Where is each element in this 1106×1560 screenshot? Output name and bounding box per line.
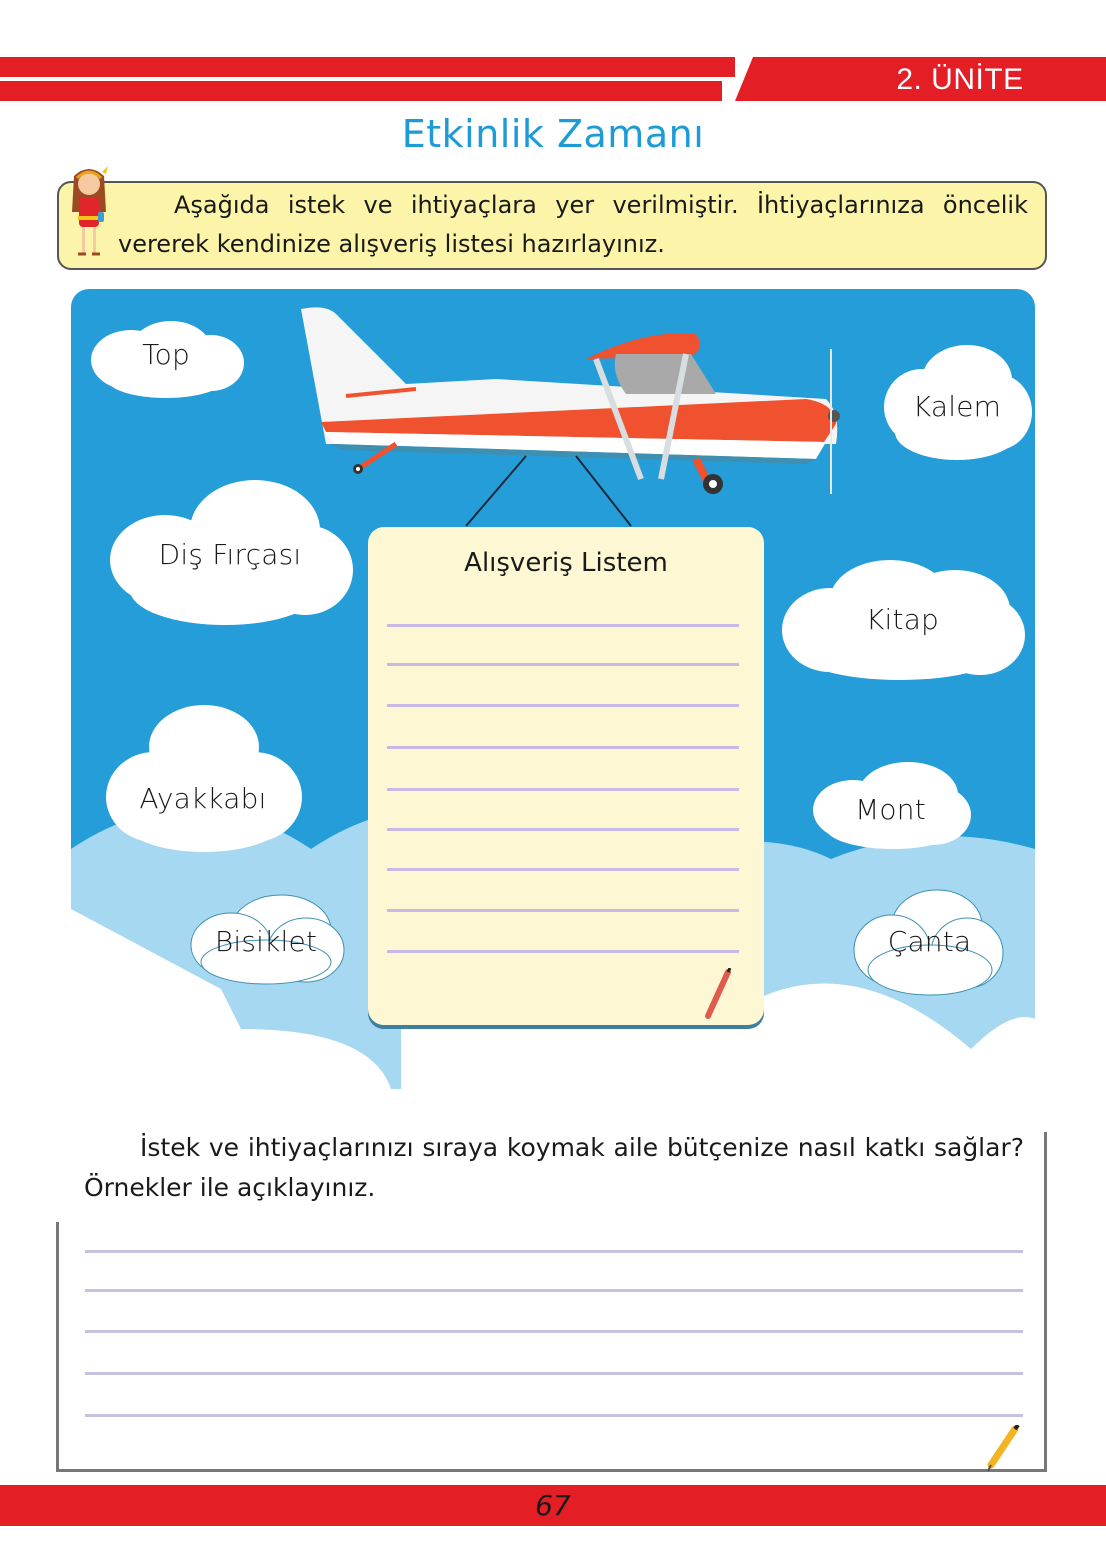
girl-character-icon bbox=[64, 164, 114, 264]
shopping-list-line-7[interactable] bbox=[387, 868, 739, 871]
page-title: Etkinlik Zamanı bbox=[401, 112, 705, 156]
answer-line-4[interactable] bbox=[85, 1372, 1023, 1375]
cloud-label-canta: Çanta bbox=[887, 925, 972, 958]
cloud-label-ayakkabi: Ayakkabı bbox=[139, 782, 267, 815]
cloud-ayakkabi bbox=[104, 702, 302, 852]
cloud-bisiklet bbox=[186, 890, 346, 990]
shopping-list-line-3[interactable] bbox=[387, 704, 739, 707]
cloud-kitap bbox=[780, 555, 1025, 685]
shopping-list-title: Alışveriş Listem bbox=[464, 548, 668, 578]
instruction-line-1: Aşağıda istek ve ihtiyaçlara yer verilmiştir. İhtiyaçlarınıza öncelik bbox=[174, 191, 1028, 219]
shopping-list-line-9[interactable] bbox=[387, 950, 739, 953]
red-pencil-icon bbox=[700, 968, 736, 1022]
cloud-mont bbox=[808, 755, 973, 855]
cloud-label-top: Top bbox=[142, 338, 190, 371]
header-stripe-top bbox=[0, 57, 735, 77]
shopping-list-line-4[interactable] bbox=[387, 746, 739, 749]
header-stripe-bottom bbox=[0, 81, 722, 101]
hanging-ropes bbox=[461, 454, 641, 529]
question-line-1: İstek ve ihtiyaçlarınızı sıraya koymak aile bütçenize nasıl katkı sağlar? bbox=[140, 1133, 1024, 1162]
shopping-list-line-8[interactable] bbox=[387, 909, 739, 912]
unit-label: 2. ÜNİTE bbox=[896, 63, 1024, 96]
cloud-canta bbox=[852, 885, 1007, 997]
answer-line-1[interactable] bbox=[85, 1250, 1023, 1253]
cloud-dis-fircasi bbox=[105, 475, 355, 635]
cloud-kalem bbox=[882, 342, 1032, 462]
instruction-line-2: vererek kendinize alışveriş listesi hazırlayınız. bbox=[118, 230, 665, 258]
shopping-list-line-6[interactable] bbox=[387, 828, 739, 831]
answer-line-2[interactable] bbox=[85, 1289, 1023, 1292]
shopping-list-line-2[interactable] bbox=[387, 663, 739, 666]
answer-line-5[interactable] bbox=[85, 1414, 1023, 1417]
cloud-label-dis-fircasi: Diş Fırçası bbox=[158, 538, 302, 571]
yellow-pencil-icon bbox=[975, 1425, 1025, 1473]
cloud-top bbox=[86, 318, 246, 400]
cloud-label-kalem: Kalem bbox=[912, 390, 1002, 423]
answer-line-3[interactable] bbox=[85, 1330, 1023, 1333]
cloud-label-bisiklet: Bisiklet bbox=[214, 925, 318, 958]
shopping-list-line-1[interactable] bbox=[387, 624, 739, 627]
shopping-list-line-5[interactable] bbox=[387, 788, 739, 791]
question-text bbox=[84, 1128, 1024, 1208]
instruction-text bbox=[118, 186, 1028, 264]
answer-box-left-border bbox=[56, 1222, 59, 1472]
cloud-label-mont: Mont bbox=[855, 793, 926, 826]
page-number: 67 bbox=[535, 1489, 571, 1522]
cloud-label-kitap: Kitap bbox=[865, 603, 940, 636]
question-line-2: Örnekler ile açıklayınız. bbox=[84, 1173, 376, 1202]
